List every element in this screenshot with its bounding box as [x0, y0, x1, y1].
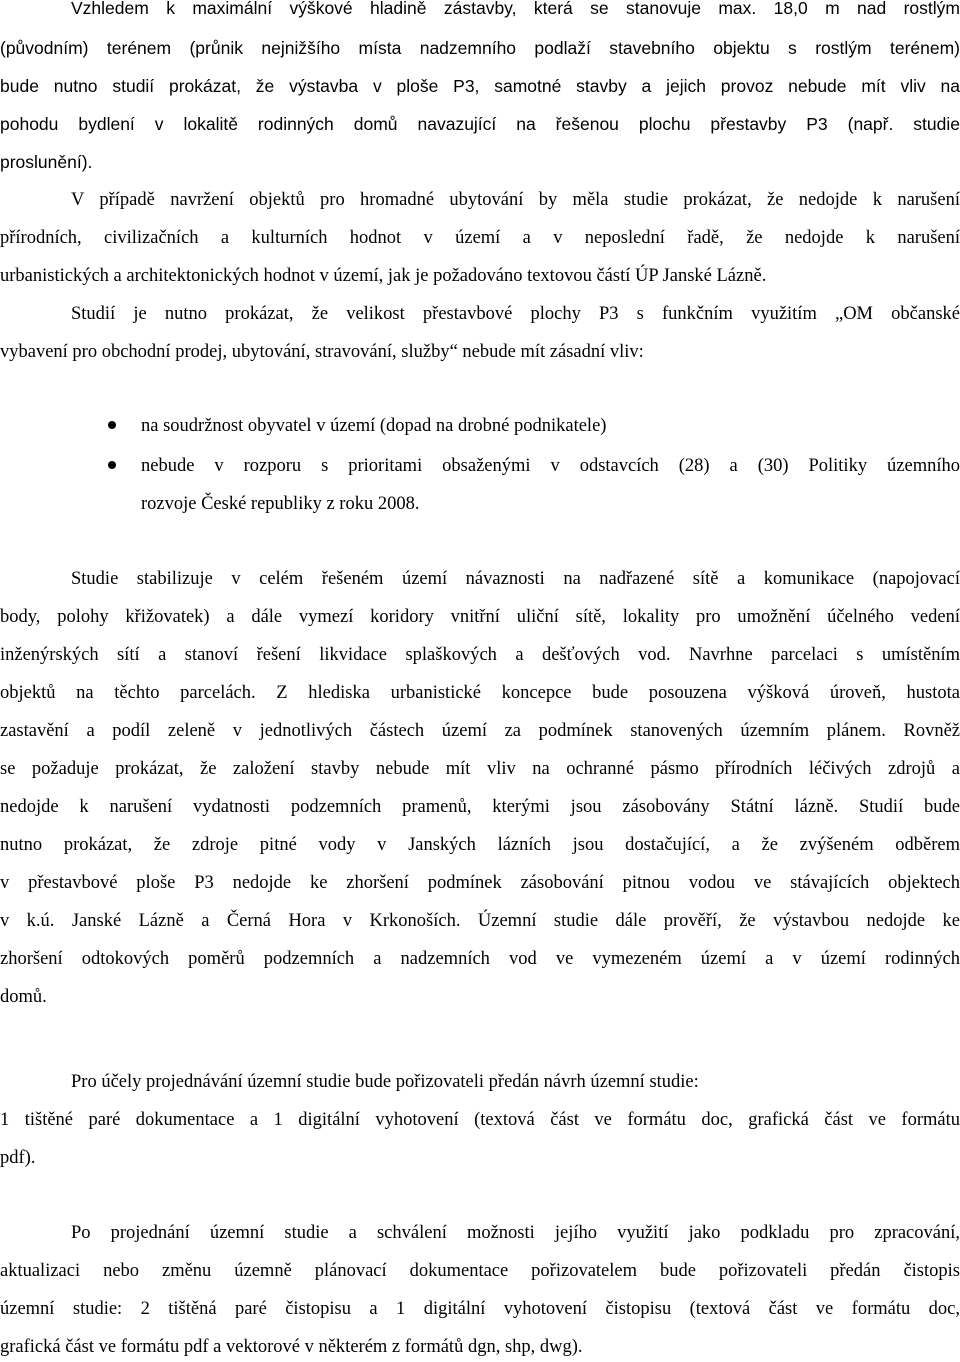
text-line: Vzhledem k maximální výškové hladině zástavby, která se stanovuje max. 18,0 m nad rostlým [71, 0, 960, 18]
bullet-icon [108, 421, 116, 429]
text-line: 1 tištěné paré dokumentace a 1 digitální vyhotovení (textová část ve formátu doc, grafická část ve formátu [0, 1110, 960, 1130]
text-line: domů. [0, 987, 47, 1007]
text-line: body, polohy křižovatek) a dále vymezí koridory vnitřní uliční sítě, lokality pro umožnění účelného vedení [0, 607, 960, 627]
text-line: Pro účely projednávání územní studie bude pořizovateli předán návrh územní studie: [71, 1072, 699, 1092]
list-item-text: nebude v rozporu s prioritami obsaženými v odstavcích (28) a (30) Politiky územního [141, 456, 960, 476]
text-line: vybavení pro obchodní prodej, ubytování, stravování, služby“ nebude mít zásadní vliv: [0, 342, 644, 362]
text-line: aktualizaci nebo změnu územně plánovací dokumentace pořizovatelem bude pořizovateli předán čistopis [0, 1261, 960, 1281]
text-line: nutno prokázat, že zdroje pitné vody v Janských lázních jsou dostačující, a že zvýšeném odběrem [0, 835, 960, 855]
text-line: proslunění). [0, 152, 93, 172]
bullet-icon [108, 461, 116, 469]
text-line: nedojde k narušení vydatnosti podzemních pramenů, kterými jsou zásobovány Státní lázně. Studií bude [0, 797, 960, 817]
text-line: Po projednání územní studie a schválení možnosti jejího využití jako podkladu pro zpracování, [71, 1223, 960, 1243]
text-line: V případě navržení objektů pro hromadné ubytování by měla studie prokázat, že nedojde k narušení [71, 190, 960, 210]
text-line: bude nutno studií prokázat, že výstavba v ploše P3, samotné stavby a jejich provoz nebude mít vliv na [0, 76, 960, 96]
text-line: zhoršení odtokových poměrů podzemních a nadzemních vod ve vymezeném území a v území rodinných [0, 949, 960, 969]
text-line: urbanistických a architektonických hodnot v území, jak je požadováno textovou částí ÚP Janské Lázně. [0, 266, 767, 286]
text-line: Studie stabilizuje v celém řešeném území návaznosti na nadřazené sítě a komunikace (napojovací [71, 569, 960, 589]
text-line: grafická část ve formátu pdf a vektorové v některém z formátů dgn, shp, dwg). [0, 1337, 583, 1357]
text-line: Studií je nutno prokázat, že velikost přestavbové plochy P3 s funkčním využitím „OM občanské [71, 304, 960, 324]
text-line: inženýrských sítí a stanoví řešení likvidace splaškových a dešťových vod. Navrhne parcelaci s umístěním [0, 645, 960, 665]
text-line: zastavění a podíl zeleně v jednotlivých částech území za podmínek stanovených územním plánem. Rovněž [0, 721, 960, 741]
text-line: přírodních, civilizačních a kulturních hodnot v území a v neposlední řadě, že nedojde k narušení [0, 228, 960, 248]
text-line: pohodu bydlení v lokalitě rodinných domů navazující na řešenou plochu přestavby P3 (např. studie [0, 114, 960, 134]
text-line: se požaduje prokázat, že založení stavby nebude mít vliv na ochranné pásmo přírodních léčivých zdrojů a [0, 759, 960, 779]
text-line: pdf). [0, 1148, 36, 1168]
text-line: v k.ú. Janské Lázně a Černá Hora v Krkonoších. Územní studie dále prověří, že výstavbou nedojde ke [0, 911, 960, 931]
text-line: územní studie: 2 tištěná paré čistopisu a 1 digitální vyhotovení čistopisu (textová část ve formátu doc, [0, 1299, 960, 1319]
text-line: v přestavbové ploše P3 nedojde ke zhoršení podmínek zásobování pitnou vodou ve stávajících objektech [0, 873, 960, 893]
list-item-text: na soudržnost obyvatel v území (dopad na drobné podnikatele) [141, 416, 607, 436]
text-line: objektů na těchto parcelách. Z hlediska urbanistické koncepce bude posouzena výšková úroveň, hustota [0, 683, 960, 703]
list-item-text: rozvoje České republiky z roku 2008. [141, 494, 420, 514]
text-line: (původním) terénem (průnik nejnižšího místa nadzemního podlaží stavebního objektu s rostlým terénem) [0, 38, 960, 58]
